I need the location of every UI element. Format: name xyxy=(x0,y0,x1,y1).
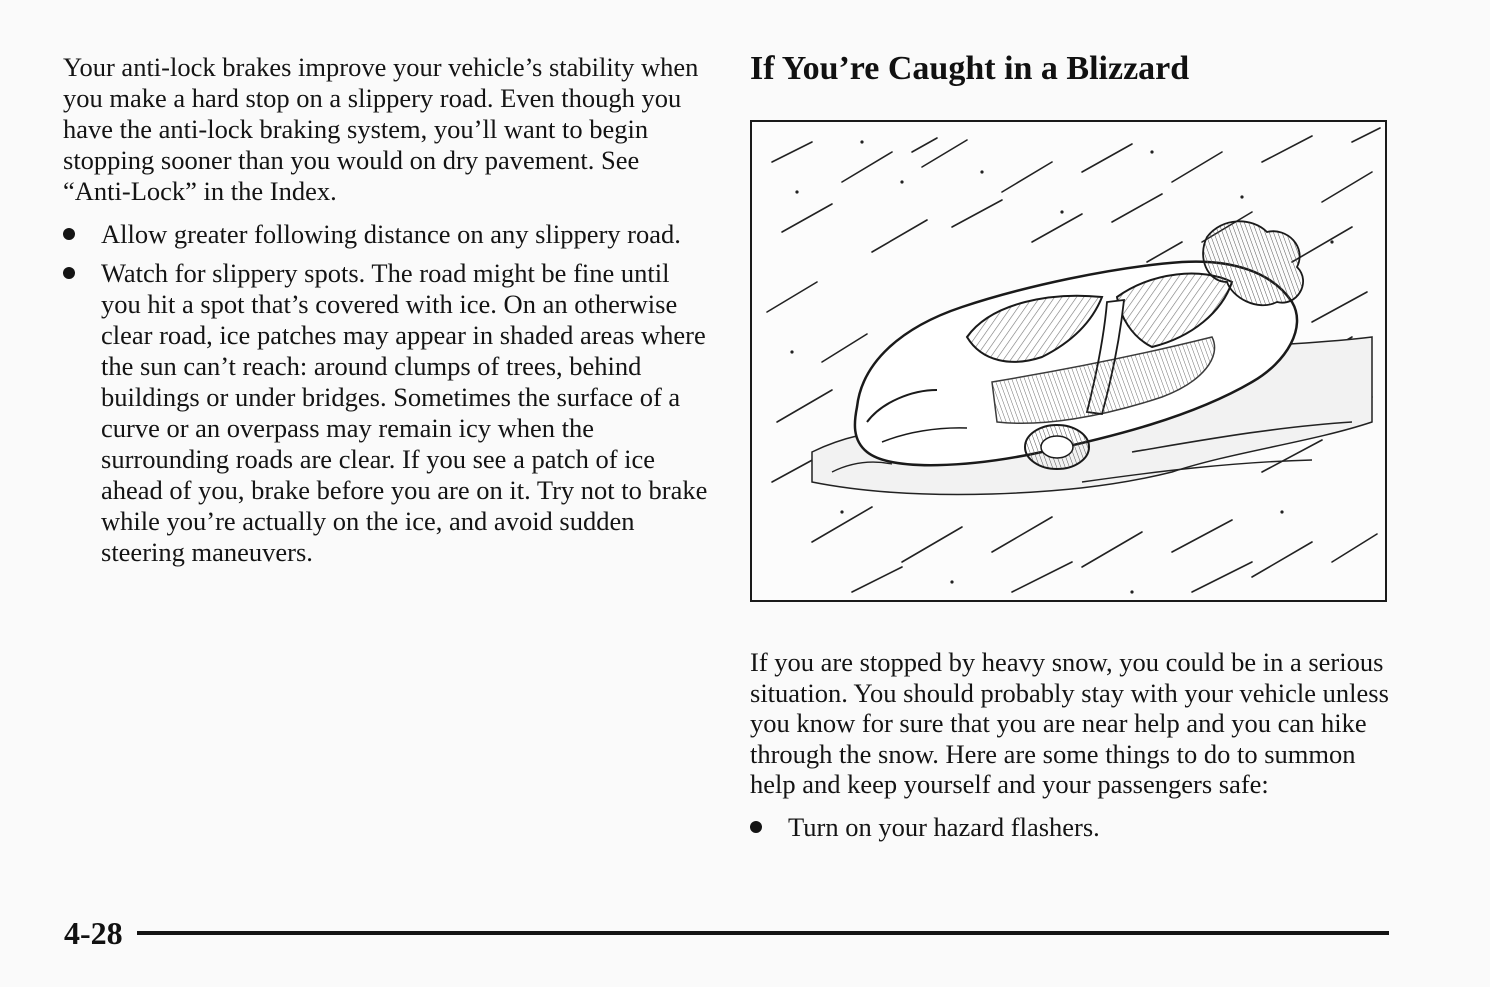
slippery-road-bullet-list xyxy=(63,219,713,568)
bullet-icon xyxy=(63,267,75,279)
bullet-icon xyxy=(750,821,762,833)
left-column xyxy=(63,52,713,576)
footer-divider xyxy=(137,931,1389,935)
section-heading: If You’re Caught in a Blizzard xyxy=(750,50,1190,87)
list-item xyxy=(750,812,1390,843)
page-number: 4-28 xyxy=(64,915,123,951)
bullet-text: Watch for slippery spots. The road might be fine until you hit a spot that’s covered with ice. On an otherwise clear road, ice patches may appear in shaded areas where the sun can’t reach: around clumps of trees, behind buildings or under bridges. Sometimes the surface of a curve or an overpass may remain icy when the surrounding roads are clear. If you see a patch of ice ahead of you, brake before you are on it. Try not to brake while you’re actually on the ice, and avoid sudden steering maneuvers. xyxy=(101,258,708,567)
list-item xyxy=(63,219,713,250)
bullet-text: Allow greater following distance on any slippery road. xyxy=(101,219,681,249)
anti-lock-paragraph: Your anti-lock brakes improve your vehicle’s stability when you make a hard stop on a slippery road. Even though you have the anti-lock braking system, you’ll want to begin stopping sooner than you would on dry pavement. See “Anti-Lock” in the Index. xyxy=(63,52,699,206)
bullet-text: Turn on your hazard flashers. xyxy=(788,811,1100,842)
blizzard-car-illustration xyxy=(750,120,1387,602)
blizzard-bullet-list xyxy=(750,812,1390,843)
bullet-icon xyxy=(63,228,75,240)
blizzard-paragraph: If you are stopped by heavy snow, you could be in a serious situation. You should probably stay with your vehicle unless you know for sure that you are near help and you can hike through the snow. Here are some things to do to summon help and keep yourself and your passengers safe: xyxy=(750,647,1389,799)
list-item xyxy=(63,258,713,568)
right-column xyxy=(750,647,1390,850)
